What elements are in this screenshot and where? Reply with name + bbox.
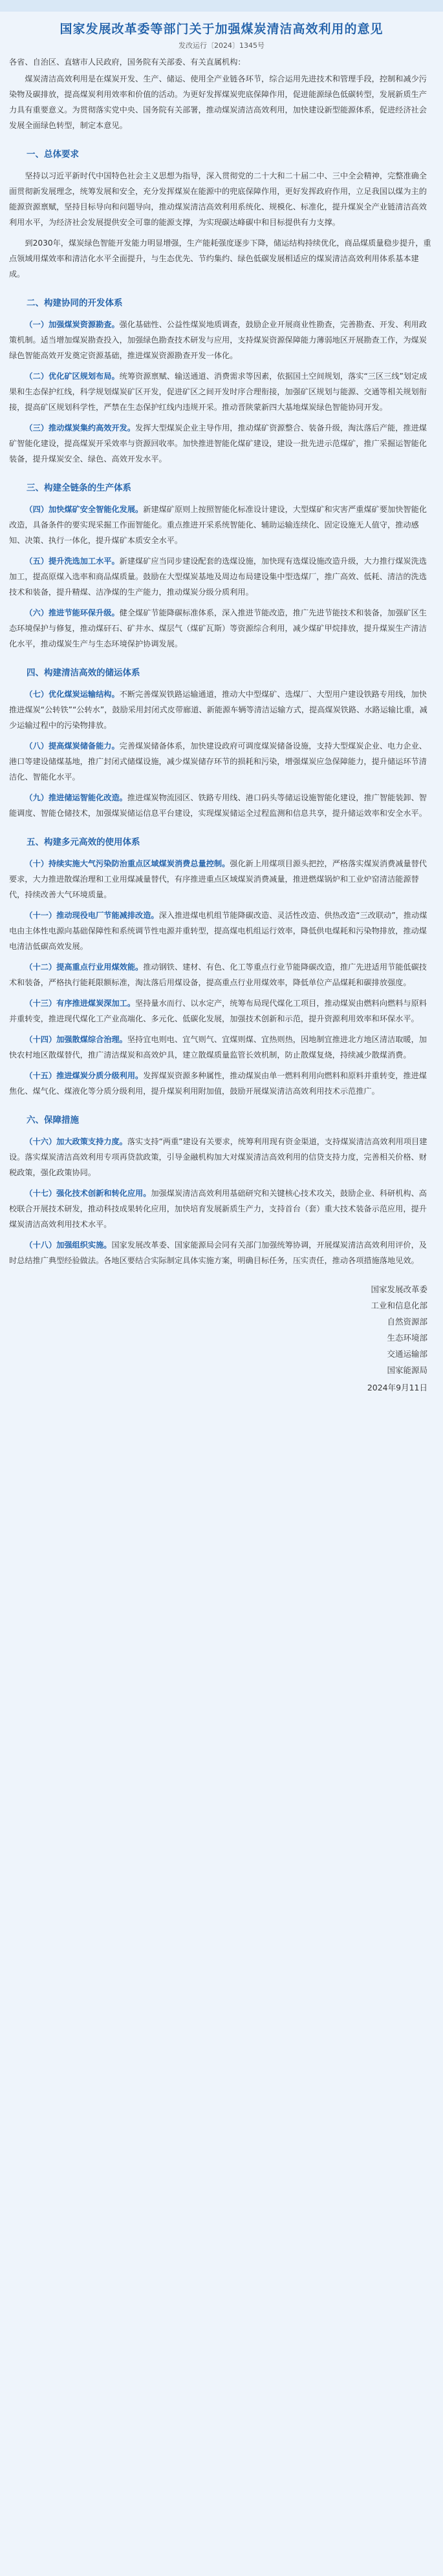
item-heading: （二）优化矿区规划布局。: [25, 372, 120, 381]
section-4-items: [9, 687, 434, 821]
list-item: [9, 790, 434, 821]
list-item: [9, 995, 434, 1027]
signer: 工业和信息化部: [371, 1301, 427, 1310]
list-item: [9, 502, 434, 548]
signer: 交通运输部: [387, 1349, 427, 1359]
item-body: 新建煤矿原则上按照智能化标准设计建设，大型煤矿和灾害严重煤矿要加快智能化改造，具备条件的要实现采掘工作面智能化。重点推进开采系统智能化、辅助运输连续化、固定设施无人值守，推动感知、决策、执行一体化，提升煤矿本质安全水平。: [9, 505, 427, 545]
item-heading: （十六）加大政策支持力度。: [25, 1137, 127, 1146]
item-body: 健全煤矿节能降碳标准体系，深入推进节能改造，推广先进节能技术和装备，加强矿区生态环境保护与修复，推动煤矸石、矿井水、煤层气（煤矿瓦斯）等资源综合利用，减少煤矿甲烷排放，提升煤炭生产清洁化水平，推动煤炭生产与生态环境保护协调发展。: [9, 608, 427, 648]
document-title: 国家发展改革委等部门关于加强煤炭清洁高效利用的意见: [59, 22, 384, 36]
item-heading: （十）持续实施大气污染防治重点区域煤炭消费总量控制。: [25, 859, 230, 868]
item-heading: （四）加快煤矿安全智能化发展。: [25, 505, 144, 514]
item-heading: （十三）有序推进煤炭深加工。: [25, 999, 136, 1008]
list-item: [9, 553, 434, 600]
list-item: [9, 1186, 434, 1232]
list-item: [9, 959, 434, 990]
signer: 国家发展改革委: [371, 1284, 427, 1294]
item-heading: （十七）强化技术创新和转化应用。: [25, 1189, 151, 1198]
item-heading: （五）提升洗选加工水平。: [25, 557, 120, 566]
document-number: 发改运行〔2024〕1345号: [178, 41, 265, 50]
item-body: 强化基础性、公益性煤炭地质调查，鼓励企业开展商业性勘查，完善勘查、开发、利用政策机制。适当增加煤炭勘查投入，加强绿色勘查技术研发与应用，支持煤炭资源保障能力薄弱地区开展勘查工作，为煤炭绿色智能高效开发奠定资源基础，推进煤炭资源勘查开发一体化。: [9, 320, 427, 360]
item-body: 统筹资源禀赋、输送通道、消费需求等因素，依据国土空间规划，落实“三区三线”划定成果和生态保护红线，科学规划煤炭矿区开发，促进矿区之间开发时序合理衔接，加强矿区规划与能源、交通等相关规划衔接，提高矿区规划科学性，严禁在生态保护红线内违规开采。推动晋陕蒙新四大基地煤炭绿色智能协同开发。: [9, 372, 427, 412]
list-item: [9, 1237, 434, 1268]
item-body: 国家发展改革委、国家能源局会同有关部门加强统筹协调，开展煤炭清洁高效利用评价，及时总结推广典型经验做法。各地区要结合实际制定具体实施方案，明确目标任务，压实责任，推动各项措施落地见效。: [9, 1240, 427, 1265]
section-1-paragraph-1: 坚持以习近平新时代中国特色社会主义思想为指导，深入贯彻党的二十大和二十届二中、三中全会精神，完整准确全面贯彻新发展理念，统筹发展和安全，充分发挥煤炭在能源中的兜底保障作用，更好发挥政府作用，立足我国以煤为主的能源资源禀赋，坚持目标导向和问题导向，推动煤炭清洁高效利用系统化、规模化、标准化，提升煤炭全产业链清洁高效利用水平，为经济社会发展提供安全可靠的能源支撑，为实现碳达峰碳中和目标提供有力支撑。: [9, 171, 427, 227]
intro-paragraph: 煤炭清洁高效利用是在煤炭开发、生产、储运、使用全产业链各环节，综合运用先进技术和管理手段，控制和减少污染物及碳排放，提高煤炭利用效率和价值的活动。为更好发挥煤炭兜底保障作用，促进能源绿色低碳转型，发展新质生产力具有重要意义。为贯彻落实党中央、国务院有关部署，推动煤炭清洁高效利用，加快建设新型能源体系，促进经济社会发展全面绿色转型，制定本意见。: [9, 74, 427, 130]
item-body: 强化新上用煤项目源头把控，严格落实煤炭消费减量替代要求，大力推进散煤治理和工业用煤减量替代，有序推进重点区域煤炭消费减量，推进燃煤锅炉和工业炉窑清洁能源替代，持续改善大气环境质量。: [9, 859, 427, 899]
section-1-paragraph-2: 到2030年，煤炭绿色智能开发能力明显增强，生产能耗强度逐步下降，储运结构持续优化，商品煤质量稳步提升，重点领域用煤效率和清洁化水平全面提升，与生态优先、节约集约、绿色低碳发展相适应的煤炭清洁高效利用体系基本建成。: [9, 239, 431, 279]
list-item: [9, 856, 434, 902]
list-item: [9, 317, 434, 363]
list-item: [9, 420, 434, 467]
section-5-title: 五、构建多元高效的使用体系: [27, 837, 140, 847]
signer: 生态环境部: [387, 1333, 427, 1343]
item-heading: （十五）推进煤炭分质分级利用。: [25, 1071, 144, 1080]
section-2-title: 二、构建协同的开发体系: [27, 298, 123, 308]
item-body: 落实支持“两重”建设有关要求，统筹利用现有资金渠道，支持煤炭清洁高效利用项目建设。落实煤炭清洁高效利用专项再贷款政策，引导金融机构加大对煤炭清洁高效利用的信贷支持力度，完善相关价格、财税政策，强化政策协同。: [9, 1137, 427, 1177]
list-item: [9, 687, 434, 733]
signer: 自然资源部: [387, 1317, 427, 1326]
item-body: 新建煤矿应当同步建设配套的选煤设施，加快现有选煤设施改造升级，大力推行煤炭洗选加工，提高原煤入选率和商品煤质量。鼓励在大型煤炭基地及周边布局建设集中型选煤厂，推广高效、低耗、清洁的洗选技术和装备，提升精煤、洁净煤的生产能力，推动煤炭分级分质利用。: [9, 557, 427, 597]
item-heading: （三）推动煤炭集约高效开发。: [25, 423, 136, 432]
list-item: [9, 738, 434, 785]
item-heading: （十八）加强组织实施。: [25, 1240, 112, 1250]
item-body: 推动钢铁、建材、有色、化工等重点行业节能降碳改造，推广先进适用节能低碳技术和装备，严格执行能耗限额标准，淘汰落后用煤设备，提高重点行业用煤效率，降低单位产品煤耗和碳排放强度。: [9, 963, 427, 987]
item-heading: （九）推进储运智能化改造。: [25, 793, 127, 802]
item-heading: （十二）提高重点行业用煤效能。: [25, 963, 144, 972]
item-heading: （八）提高煤炭储备能力。: [25, 741, 120, 750]
issue-date: 2024年9月11日: [367, 1383, 427, 1392]
section-3-title: 三、构建全链条的生产体系: [27, 483, 131, 493]
item-body: 完善煤炭储备体系，加快建设政府可调度煤炭储备设施，支持大型煤炭企业、电力企业、港口等建设储煤基地，推广封闭式储煤设施，减少煤炭储存环节的损耗和污染，增强煤炭应急保障能力，提升储运环节清洁化、智能化水平。: [9, 741, 427, 782]
addressee: 各省、自治区、直辖市人民政府，国务院有关部委、有关直属机构：: [9, 58, 246, 67]
section-2-items: [9, 317, 434, 467]
item-body: 坚持宜电则电、宜气则气、宜煤则煤、宜热则热，因地制宜推进北方地区清洁取暖，加快农村地区散煤替代，推广清洁煤炭和高效炉具，建立散煤质量监管长效机制，防止散煤复烧，持续减少散煤消费。: [9, 1035, 427, 1059]
document-body: [9, 54, 434, 1396]
item-heading: （一）加强煤炭资源勘查。: [25, 320, 120, 329]
item-heading: （六）推进节能环保升级。: [25, 608, 120, 617]
item-body: 不断完善煤炭铁路运输通道，推动大中型煤矿、选煤厂、大型用户建设铁路专用线，加快推进煤炭“公转铁”“公转水”，鼓励采用封闭式皮带廊道、新能源车辆等清洁运输方式，提高煤炭铁路、水路运输比重，减少运输过程中的污染物排放。: [9, 690, 427, 730]
item-body: 深入推进煤电机组节能降碳改造、灵活性改造、供热改造“三改联动”，推动煤电由主体性电源向基础保障性和系统调节性电源并重转型，提高煤电机组运行效率，降低供电煤耗和污染物排放，推动煤电清洁低碳高效发展。: [9, 911, 427, 951]
item-body: 发挥大型煤炭企业主导作用，推动煤矿资源整合、装备升级，淘汰落后产能，推进煤矿智能化建设，提高煤炭开采效率与资源回收率。加快推进智能化煤矿建设，建设一批先进示范煤矿，推广采掘运智能化装备，提升煤炭安全、绿色、高效开发水平。: [9, 423, 427, 463]
section-1-title: 一、总体要求: [27, 149, 79, 160]
item-heading: （十四）加强散煤综合治理。: [25, 1035, 127, 1044]
signature-block: [9, 1281, 434, 1396]
list-item: [9, 1134, 434, 1180]
item-heading: （十一）推动现役电厂节能减排改造。: [25, 911, 159, 920]
list-item: [9, 1032, 434, 1063]
item-body: 坚持量水而行、以水定产，统筹布局现代煤化工项目，推动煤炭由燃料向燃料与原料并重转变，推进现代煤化工产业高端化、多元化、低碳化发展，加强技术创新和示范，提升资源利用效率和环保水平。: [9, 999, 427, 1023]
signer: 国家能源局: [387, 1365, 427, 1375]
section-4-title: 四、构建清洁高效的储运体系: [27, 668, 140, 678]
section-3-items: [9, 502, 434, 652]
list-item: [9, 605, 434, 652]
header-strip: [0, 0, 443, 12]
section-5-items: [9, 856, 434, 1099]
section-6-items: [9, 1134, 434, 1268]
item-body: 发挥煤炭资源多种属性，推动煤炭由单一燃料利用向燃料和原料并重转变，推进煤焦化、煤气化、煤液化等分质分级利用，提升煤炭利用附加值，鼓励开展煤炭清洁高效利用技术示范推广。: [9, 1071, 427, 1096]
item-heading: （七）优化煤炭运输结构。: [25, 690, 120, 699]
list-item: [9, 368, 434, 415]
list-item: [9, 908, 434, 954]
section-6-title: 六、保障措施: [27, 1115, 79, 1125]
item-body: 加强煤炭清洁高效利用基础研究和关键核心技术攻关，鼓励企业、科研机构、高校联合开展技术研发，推动科技成果转化应用，加快培育发展新质生产力，支持首台（套）重大技术装备示范应用，提升煤炭清洁高效利用技术水平。: [9, 1189, 427, 1229]
item-body: 推进煤炭物流园区、铁路专用线、港口码头等储运设施智能化建设，推广智能装卸、智能调度、智能仓储技术，加强煤炭储运信息平台建设，实现煤炭储运全过程监测和信息共享，提升储运效率和安全水平。: [9, 793, 427, 818]
list-item: [9, 1068, 434, 1099]
